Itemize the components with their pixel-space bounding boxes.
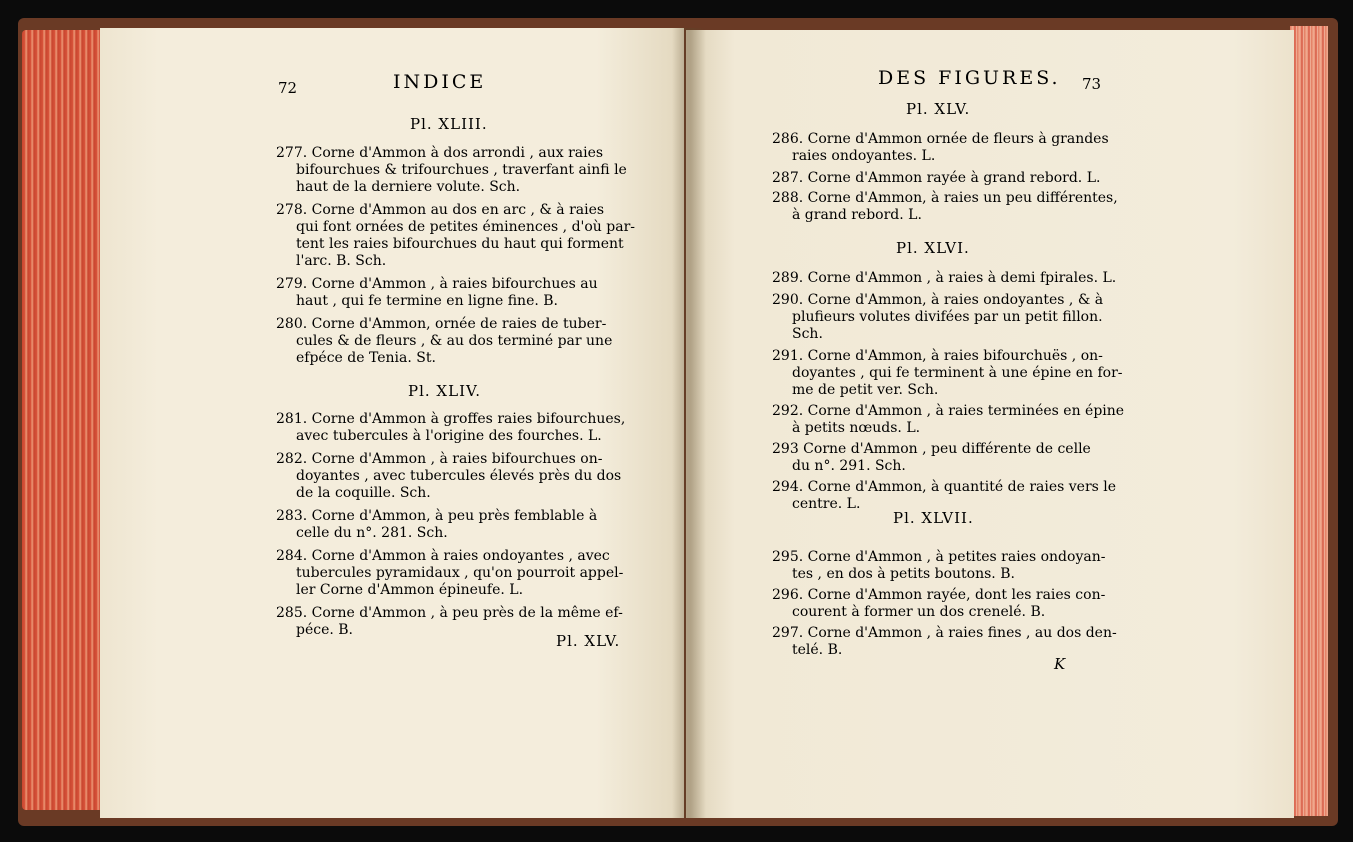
entry-line: 283. Corne d'Ammon, à peu près femblable à: [276, 508, 598, 524]
entry-line: cules & de fleurs , & au dos terminé par une: [296, 333, 613, 349]
right-page-number: 73: [1082, 75, 1102, 93]
left-page-number: 72: [278, 79, 298, 97]
right-page: [686, 30, 1294, 818]
entry-line: du n°. 291. Sch.: [792, 458, 906, 474]
entry-line: 279. Corne d'Ammon , à raies bifourchues au: [276, 276, 598, 292]
entry-line: tes , en dos à petits boutons. B.: [792, 566, 1015, 582]
entry-line: ler Corne d'Ammon épineufe. L.: [296, 582, 524, 598]
entry-line: 290. Corne d'Ammon, à raies ondoyantes , & à: [772, 292, 1104, 308]
entry-line: avec tubercules à l'origine des fourches. L.: [296, 428, 602, 444]
section-title-pl-xlvii: Pl. XLVII.: [893, 509, 974, 527]
entry-line: 291. Corne d'Ammon, à raies bifourchuës , on-: [772, 348, 1103, 364]
entry-line: telé. B.: [792, 642, 843, 658]
entry-line: 292. Corne d'Ammon , à raies terminées en épine: [772, 403, 1125, 419]
signature-mark: K: [1054, 655, 1067, 673]
left-running-header: INDICE: [393, 71, 487, 93]
entry-line: 280. Corne d'Ammon, ornée de raies de tuber-: [276, 316, 607, 332]
entry-line: 278. Corne d'Ammon au dos en arc , & à raies: [276, 202, 605, 218]
entry-line: 286. Corne d'Ammon ornée de fleurs à grandes: [772, 131, 1109, 147]
right-page-edges: [1290, 26, 1328, 816]
entry-line: haut , qui fe termine en ligne fine. B.: [296, 293, 558, 309]
entry-line: centre. L.: [792, 496, 861, 512]
entry-line: 295. Corne d'Ammon , à petites raies ondoyan-: [772, 549, 1106, 565]
entry-line: à petits nœuds. L.: [792, 420, 921, 436]
entry-line: tent les raies bifourchues du haut qui forment: [296, 236, 624, 252]
entry-line: 294. Corne d'Ammon, à quantité de raies vers le: [772, 479, 1117, 495]
entry-line: 284. Corne d'Ammon à raies ondoyantes , avec: [276, 548, 610, 564]
entry-line: Sch.: [792, 326, 823, 342]
catchword: Pl. XLV.: [556, 632, 621, 650]
entry-line: péce. B.: [296, 622, 354, 638]
entry-line: 297. Corne d'Ammon , à raies fines , au dos den-: [772, 625, 1117, 641]
entry-line: haut de la derniere volute. Sch.: [296, 179, 521, 195]
entry-line: l'arc. B. Sch.: [296, 253, 387, 269]
entry-line: doyantes , qui fe terminent à une épine en for-: [792, 365, 1123, 381]
section-title-pl-xliii: Pl. XLIII.: [410, 115, 488, 133]
entry-line: efpéce de Tenia. St.: [296, 350, 436, 366]
entry-line: courent à former un dos crenelé. B.: [792, 604, 1046, 620]
entry-line: 285. Corne d'Ammon , à peu près de la même ef-: [276, 605, 623, 621]
entry-line: me de petit ver. Sch.: [792, 382, 939, 398]
entry-line: 289. Corne d'Ammon , à raies à demi fpirales. L.: [772, 270, 1117, 286]
book-gutter: [672, 28, 706, 818]
entry-line: 293 Corne d'Ammon , peu différente de celle: [772, 441, 1091, 457]
entry-line: 288. Corne d'Ammon, à raies un peu différentes,: [772, 190, 1118, 206]
entry-line: 287. Corne d'Ammon rayée à grand rebord. L.: [772, 170, 1101, 186]
entry-line: 282. Corne d'Ammon , à raies bifourchues on-: [276, 451, 603, 467]
entry-line: 296. Corne d'Ammon rayée, dont les raies con-: [772, 587, 1106, 603]
entry-line: qui font ornées de petites éminences , d'où par-: [296, 219, 636, 235]
entry-line: bifourchues & trifourchues , traverfant ainfi le: [296, 162, 627, 178]
entry-line: 281. Corne d'Ammon à groffes raies bifourchues,: [276, 411, 626, 427]
entry-line: tubercules pyramidaux , qu'on pourroit appel-: [296, 565, 624, 581]
right-running-header: DES FIGURES.: [878, 67, 1061, 89]
section-title-pl-xlvi: Pl. XLVI.: [896, 239, 970, 257]
section-title-pl-xlv: Pl. XLV.: [906, 100, 971, 118]
entry-line: celle du n°. 281. Sch.: [296, 525, 448, 541]
entry-line: raies ondoyantes. L.: [792, 148, 936, 164]
entry-line: plufieurs volutes divifées par un petit fillon.: [792, 309, 1103, 325]
entry-line: à grand rebord. L.: [792, 207, 922, 223]
entry-line: 277. Corne d'Ammon à dos arrondi , aux raies: [276, 145, 604, 161]
section-title-pl-xliv: Pl. XLIV.: [408, 382, 481, 400]
entry-line: de la coquille. Sch.: [296, 485, 431, 501]
entry-line: doyantes , avec tubercules élevés près du dos: [296, 468, 622, 484]
